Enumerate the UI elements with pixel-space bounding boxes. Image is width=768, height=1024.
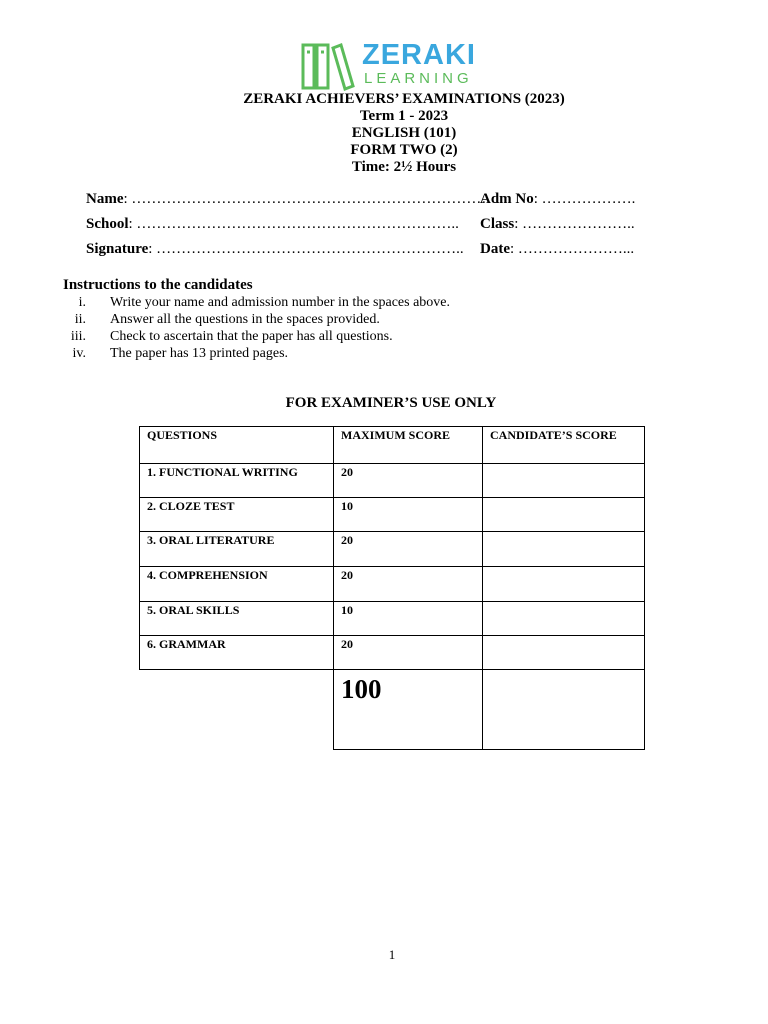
adm-no-label: Adm No [480, 191, 534, 207]
max-score-cell: 20 [334, 464, 483, 498]
candidate-score-cell[interactable] [483, 602, 645, 636]
logo-brand: ZERAKI [362, 39, 476, 71]
exam-form: FORM TWO (2) [350, 142, 458, 158]
exam-title: ZERAKI ACHIEVERS’ EXAMINATIONS (2023) [243, 91, 565, 107]
total-blank-cell [140, 670, 334, 750]
name-label: Name [86, 191, 124, 207]
examiner-title: FOR EXAMINER’S USE ONLY [285, 395, 497, 411]
date-label: Date [480, 241, 510, 257]
class-field[interactable] [480, 216, 635, 233]
header-candidate-score: CANDIDATE’S SCORE [483, 427, 645, 464]
max-score-cell: 10 [334, 498, 483, 532]
max-score-cell: 20 [334, 636, 483, 670]
candidate-score-cell[interactable] [483, 532, 645, 567]
table-header-row [140, 427, 645, 464]
instruction-number: ii. [74, 312, 86, 327]
total-candidate-score[interactable] [483, 670, 645, 750]
page-number: 1 [388, 947, 396, 962]
exam-term: Term 1 - 2023 [359, 108, 449, 124]
instruction-number: i. [78, 295, 86, 310]
question-cell: 4. COMPREHENSION [140, 567, 334, 602]
date-field[interactable] [480, 241, 634, 258]
instruction-number: iv. [72, 346, 86, 361]
question-cell: 3. ORAL LITERATURE [140, 532, 334, 567]
adm-no-dots: : ………………. [533, 191, 636, 207]
question-cell: 2. CLOZE TEST [140, 498, 334, 532]
instruction-text: The paper has 13 printed pages. [110, 346, 289, 361]
table-row [140, 636, 645, 670]
instruction-text: Write your name and admission number in the spaces above. [110, 295, 451, 310]
zeraki-logo [300, 39, 490, 90]
school-label: School [86, 216, 129, 232]
class-dots: : ………………….. [514, 216, 635, 232]
table-row [140, 602, 645, 636]
max-score-cell: 20 [334, 567, 483, 602]
instruction-number: iii. [70, 329, 86, 344]
candidate-score-cell[interactable] [483, 464, 645, 498]
logo-subtitle: LEARNING [364, 70, 473, 87]
question-cell: 6. GRAMMAR [140, 636, 334, 670]
school-field[interactable] [86, 216, 459, 233]
table-row [140, 464, 645, 498]
signature-dots: : …………………………………………………….. [148, 241, 464, 257]
total-row [140, 670, 645, 750]
name-dots: : ……………………………………………………………… [123, 191, 492, 207]
candidate-score-cell[interactable] [483, 567, 645, 602]
candidate-score-cell[interactable] [483, 498, 645, 532]
header-questions: QUESTIONS [140, 427, 334, 464]
exam-time: Time: 2½ Hours [351, 159, 457, 175]
instructions-title: Instructions to the candidates [63, 277, 253, 293]
table-row [140, 498, 645, 532]
signature-field[interactable] [86, 241, 464, 258]
adm-no-field[interactable] [480, 191, 635, 208]
max-score-cell: 10 [334, 602, 483, 636]
exam-subject: ENGLISH (101) [351, 125, 457, 141]
class-label: Class [480, 216, 515, 232]
instruction-text: Answer all the questions in the spaces provided. [110, 312, 380, 327]
table-row [140, 532, 645, 567]
school-dots: : ……………………………………………………….. [128, 216, 459, 232]
total-max-score: 100 [334, 670, 483, 750]
date-dots: : …………………... [510, 241, 635, 257]
books-icon [300, 42, 360, 92]
candidate-score-cell[interactable] [483, 636, 645, 670]
header-max-score: MAXIMUM SCORE [334, 427, 483, 464]
name-field[interactable] [86, 191, 491, 208]
score-table [139, 426, 645, 750]
signature-label: Signature [86, 241, 149, 257]
question-cell: 5. ORAL SKILLS [140, 602, 334, 636]
instruction-text: Check to ascertain that the paper has all questions. [110, 329, 393, 344]
max-score-cell: 20 [334, 532, 483, 567]
table-row [140, 567, 645, 602]
question-cell: 1. FUNCTIONAL WRITING [140, 464, 334, 498]
